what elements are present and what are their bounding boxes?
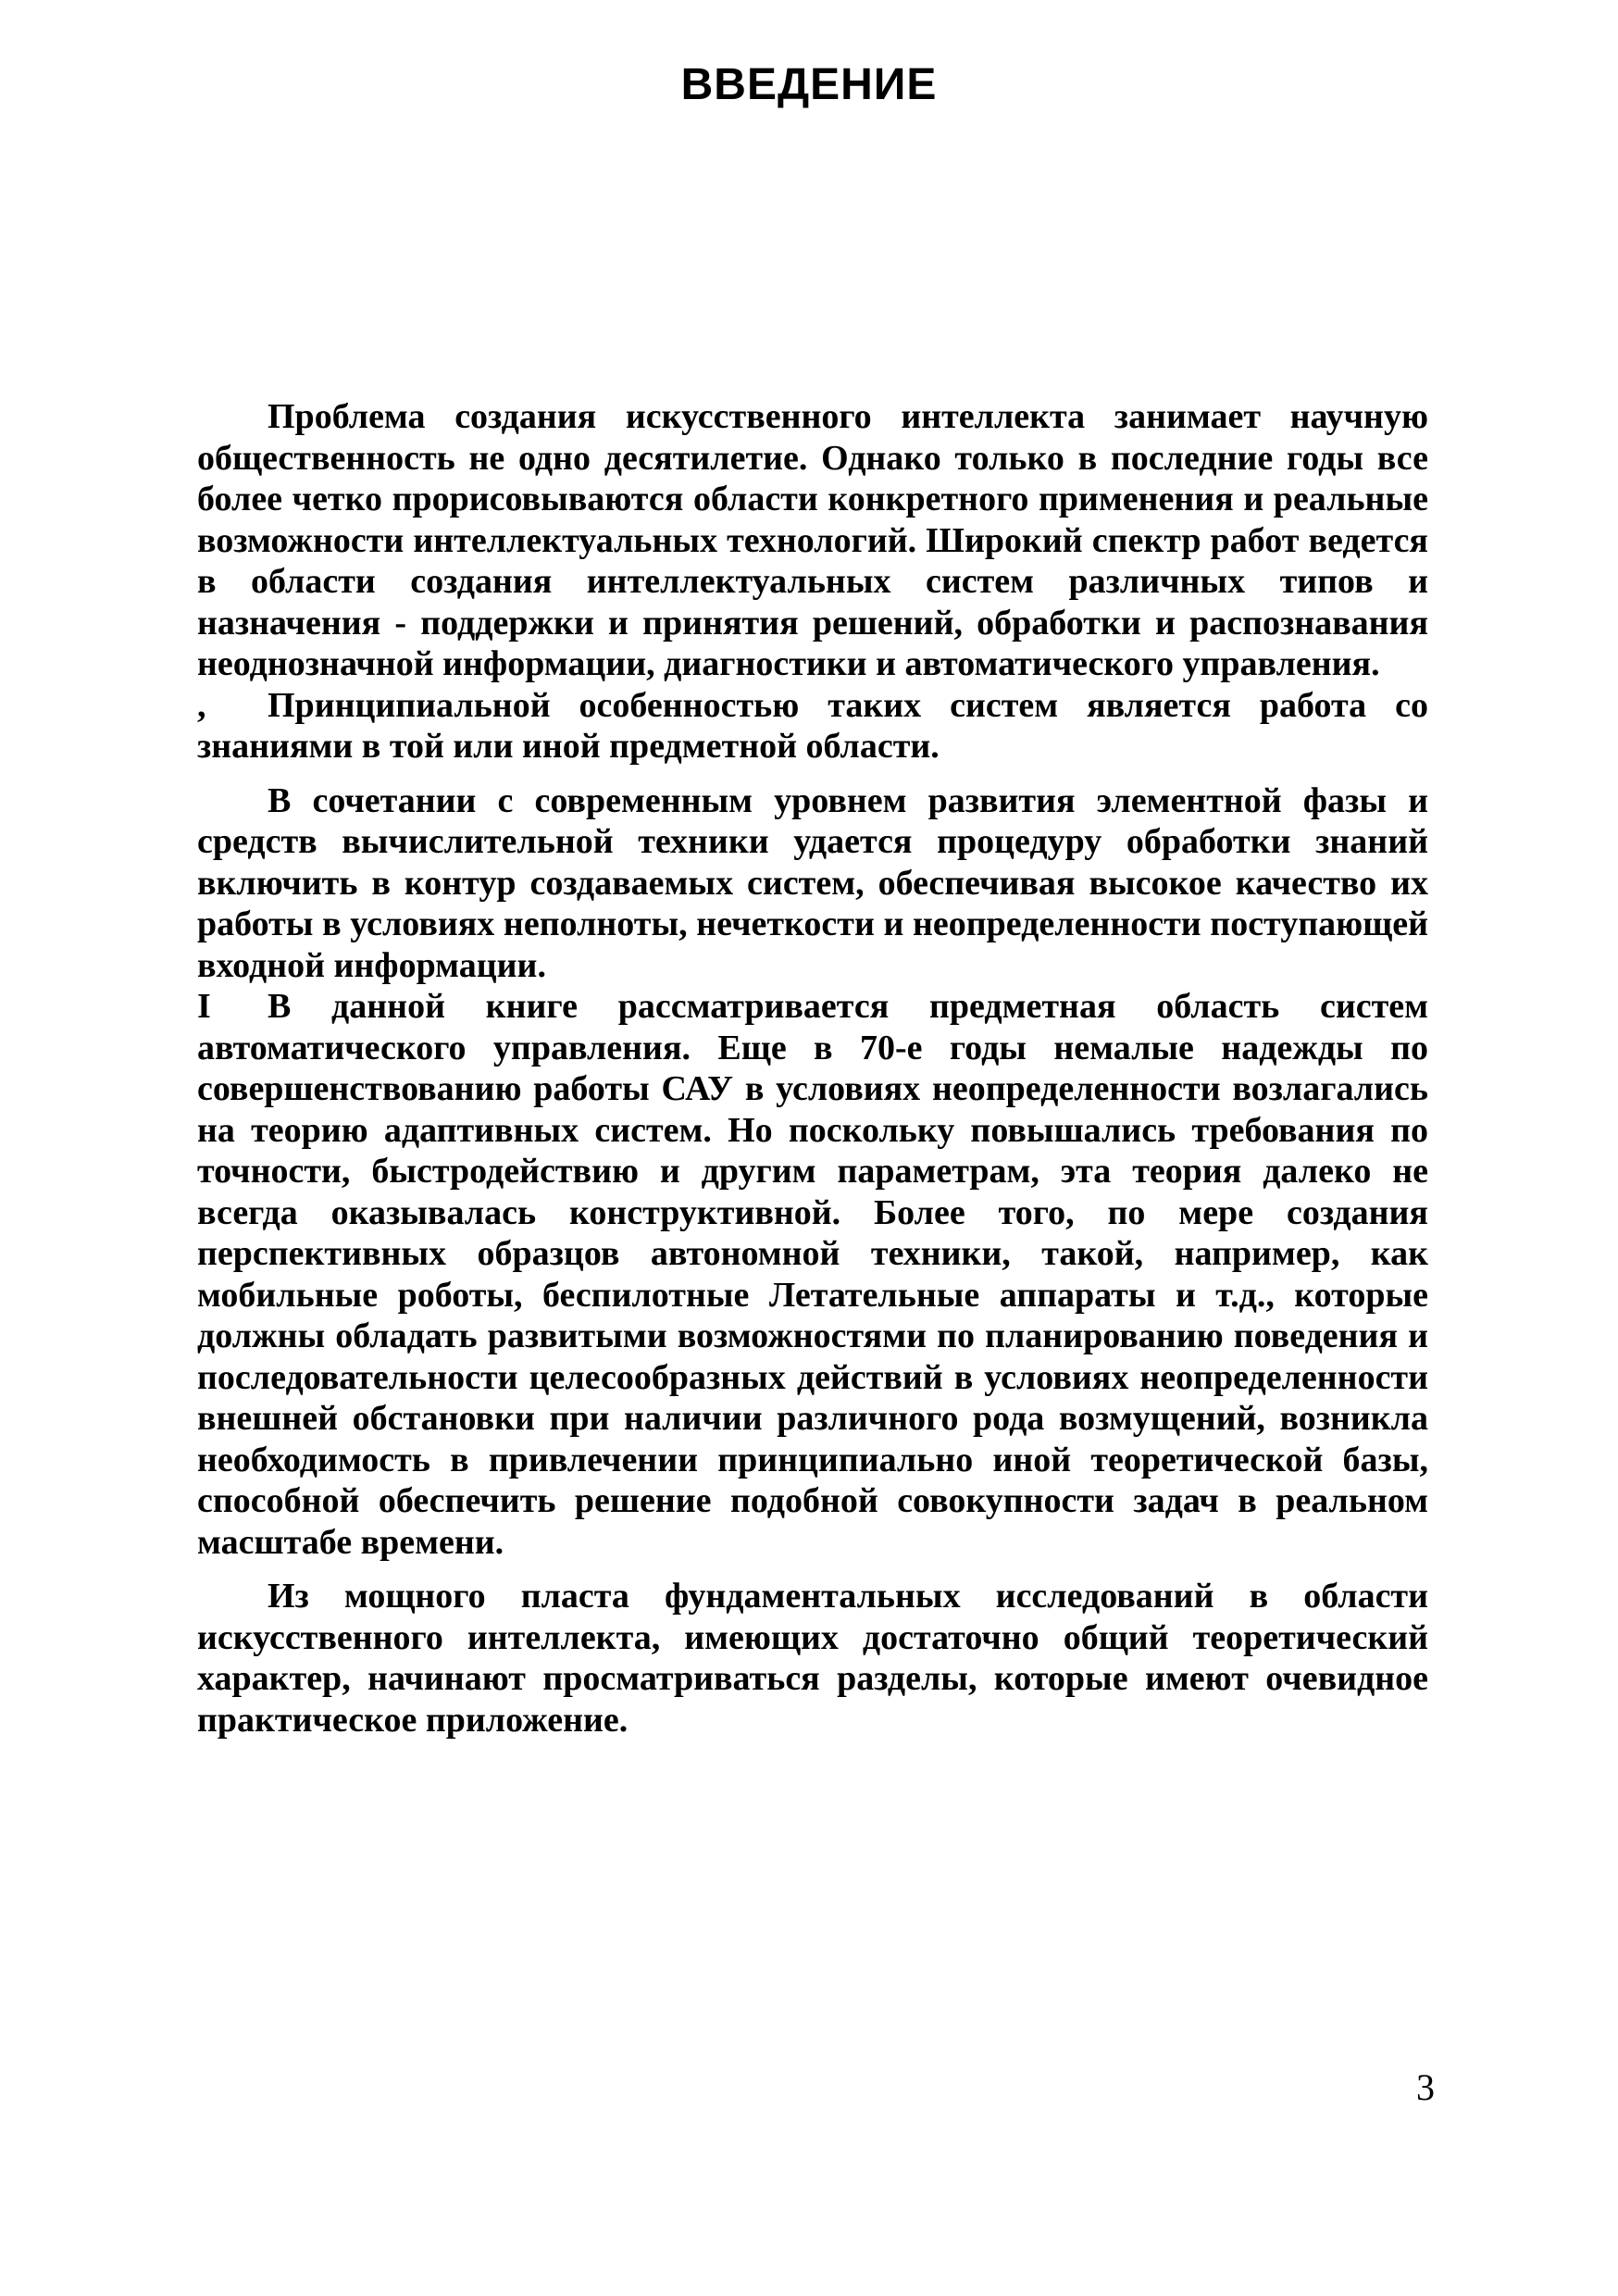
paragraph-4-text: В данной книге рассматривается предметная область систем автоматического управления. Еще в 70-е годы немалые надежды по совершенствованию работы САУ в условиях неопределенности возлагались на теорию адаптивных систем. Но поскольку повышались требования по точности, быстродействию и другим параметрам, эта теория далеко не всегда оказывалась конструктивной. Более того, по мере создания перспективных образцов автономной техники, такой, например, как мобильные роботы, беспилотные Летательные аппараты и т.д., которые должны обладать развитыми возможностями по планированию поведения и последовательности целесообразных действий в условиях неопределенности внешней обстановки при наличии различного рода возмущений, возникла необходимость в привлечении принципиально иной теоретической базы, способной обеспечить решение подобной совокупности задач в реальном масштабе времени.: [197, 987, 1428, 1562]
paragraph-2-marker: ,: [197, 685, 206, 725]
paragraph-2-text: Принципиальной особенностью таких систем является работа со знаниями в той или иной предметной области.: [197, 685, 1428, 766]
paragraph-4: [197, 986, 1428, 1563]
paragraph-5: [197, 1576, 1428, 1741]
page-title: ВВЕДЕНИЕ: [680, 60, 938, 109]
paragraph-2: [197, 685, 1428, 767]
paragraph-5-text: Из мощного пласта фундаментальных исследований в области искусственного интеллекта, имеющих достаточно общий теоретический характер, начинают просматриваться разделы, которые имеют очевидное практическое приложение.: [197, 1577, 1428, 1740]
page-number: 3: [1416, 2066, 1435, 2108]
body-text: [197, 396, 1428, 1741]
paragraph-1-text: Проблема создания искусственного интеллекта занимает научную общественность не одно десятилетие. Однако только в последние годы все более четко прорисовываются области конкретного применения и реальные возможности интеллектуальных технологий. Широкий спектр работ ведется в области создания интеллектуальных систем различных типов и назначения - поддержки и принятия решений, обработки и распознавания неоднозначной информации, диагностики и автоматического управления.: [197, 397, 1428, 683]
paragraph-3-text: В сочетании с современным уровнем развития элементной фазы и средств вычислительной техники удается процедуру обработки знаний включить в контур создаваемых систем, обеспечивая высокое качество их работы в условиях неполноты, нечеткости и неопределенности поступающей входной информации.: [197, 780, 1428, 985]
paragraph-3: [197, 780, 1428, 987]
paragraph-1: [197, 396, 1428, 685]
paragraph-4-marker: I: [197, 987, 211, 1026]
